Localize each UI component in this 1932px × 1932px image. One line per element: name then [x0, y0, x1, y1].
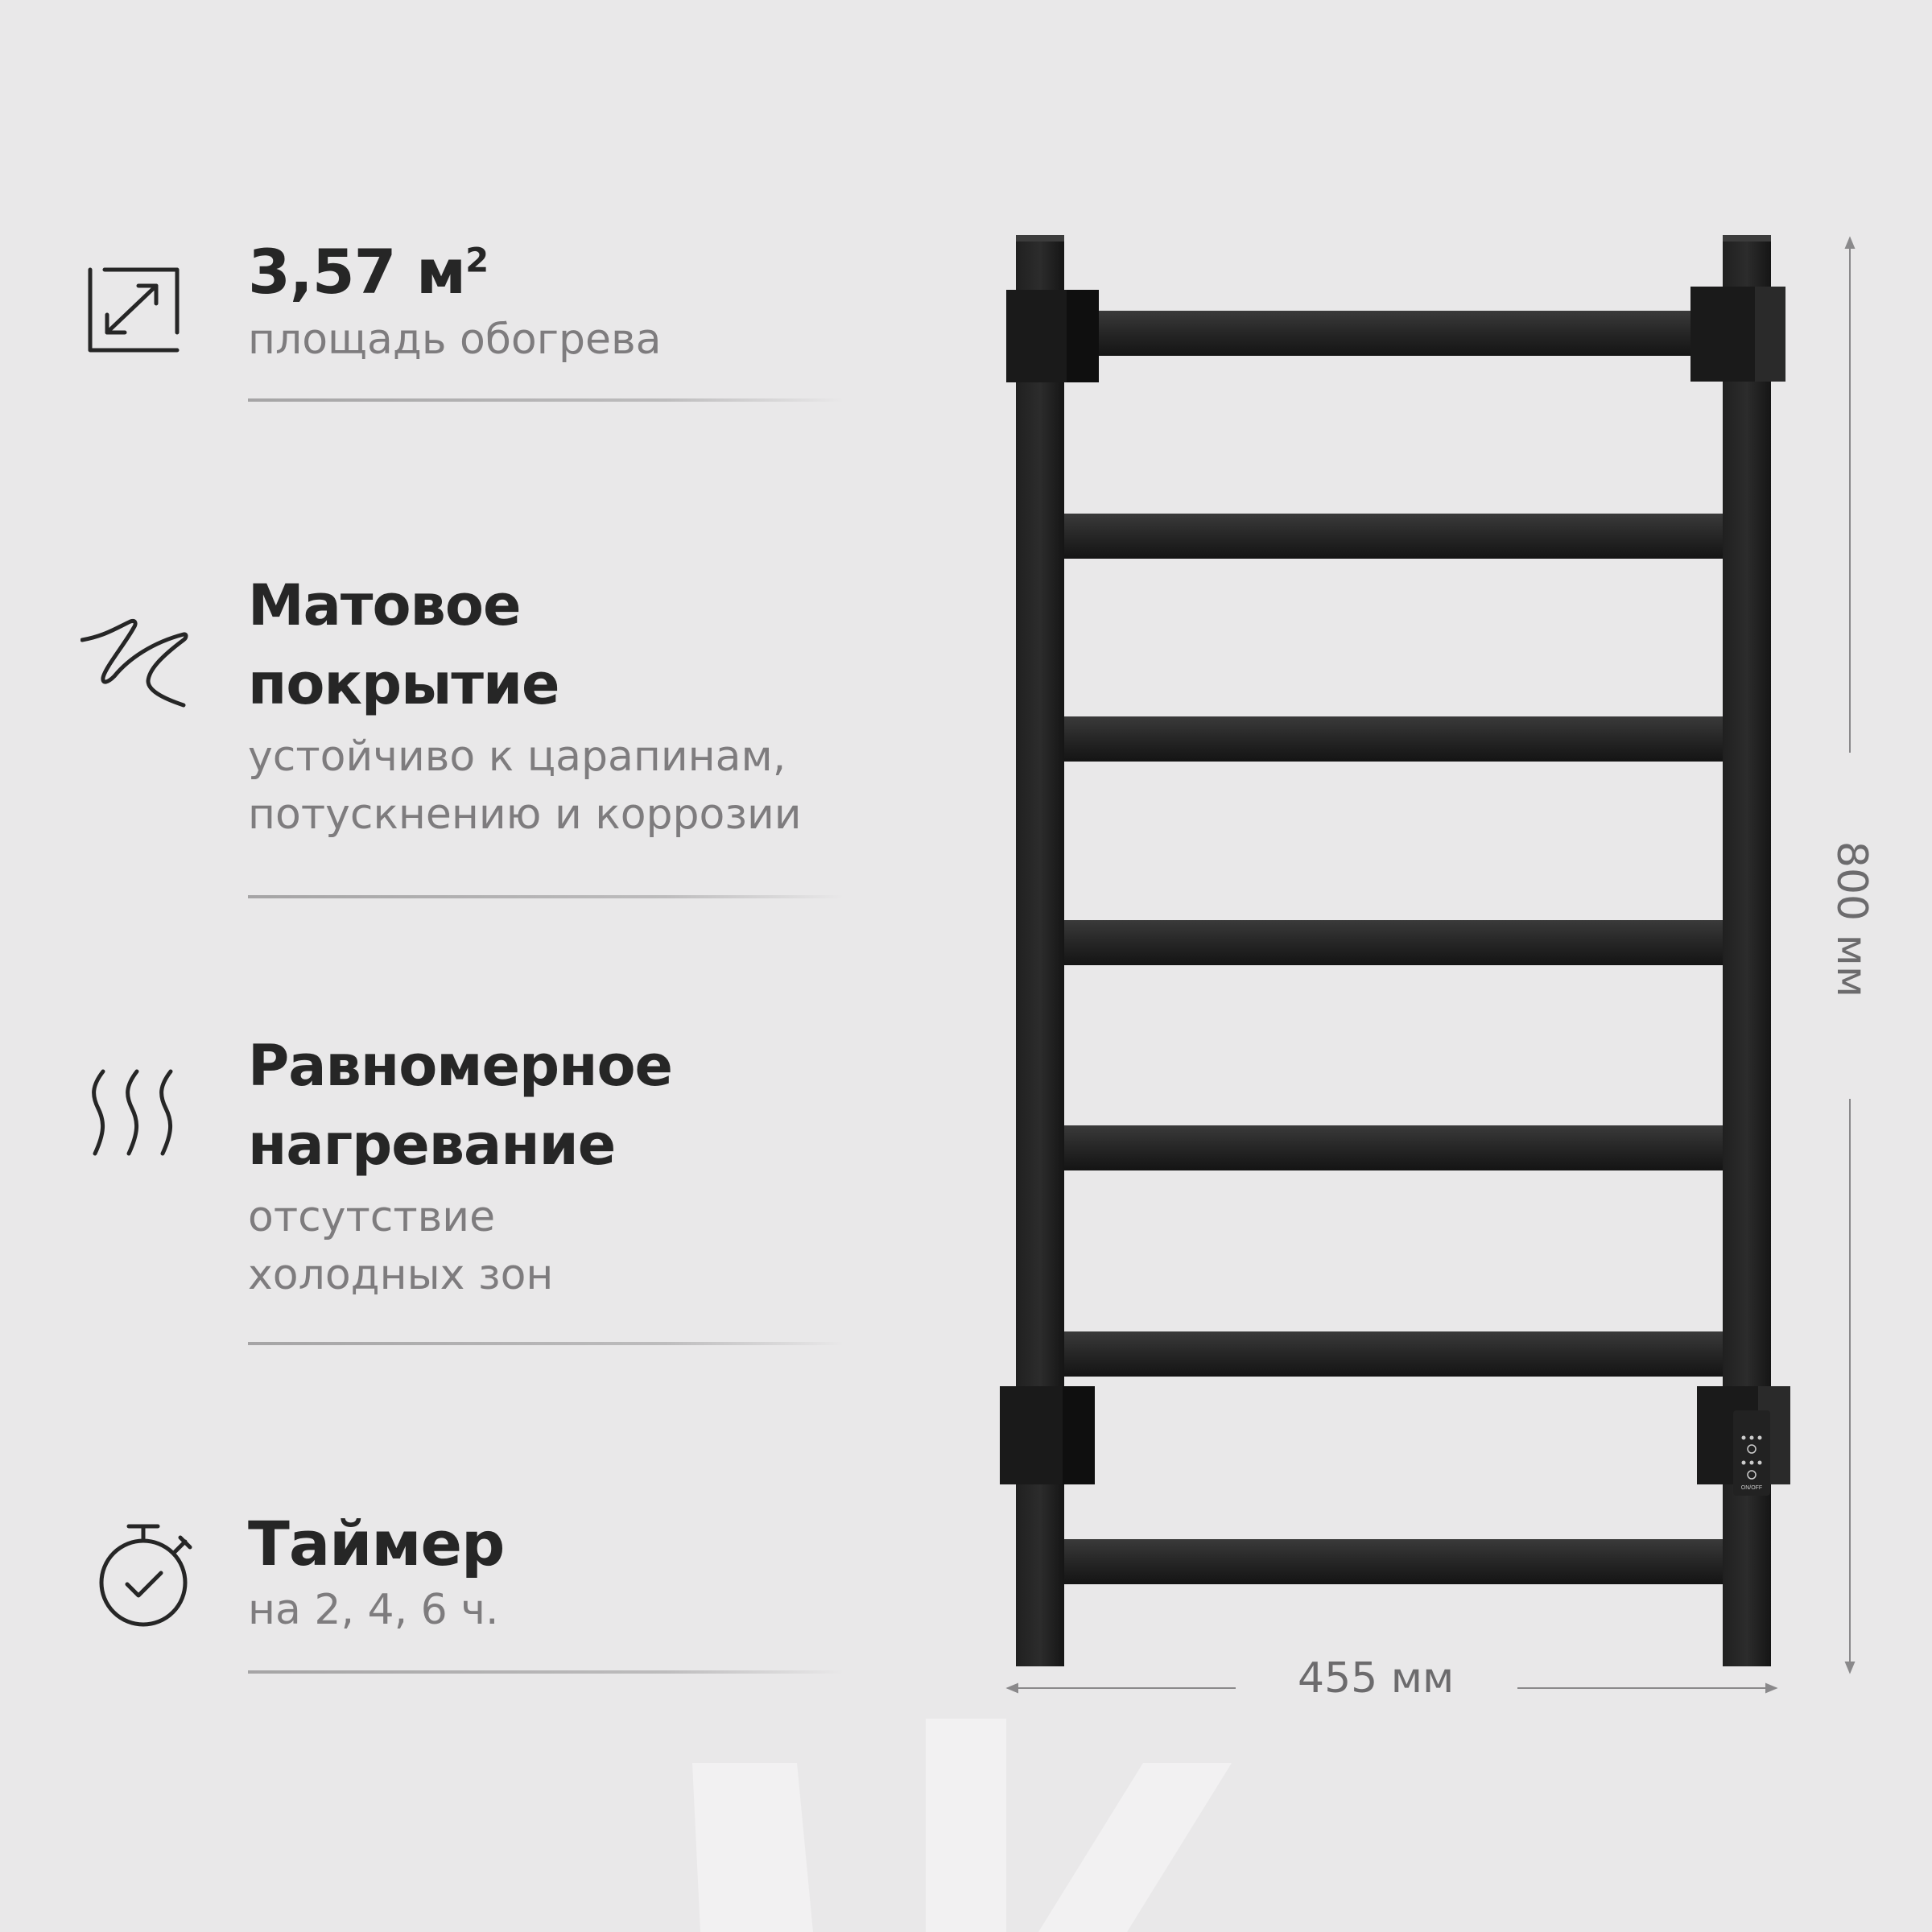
- feature-subtitle-line: устойчиво к царапинам,: [248, 733, 786, 781]
- feature-subtitle: на 2, 4, 6 ч.: [248, 1586, 499, 1634]
- feature-title-line: покрытие: [248, 651, 559, 717]
- feature-title-line: Матовое: [248, 572, 521, 638]
- feature-title-line: нагревание: [248, 1112, 616, 1178]
- power-button-label: ON/OFF: [1740, 1485, 1763, 1491]
- feature-subtitle-line: холодных зон: [248, 1251, 554, 1299]
- feature-title: 3,57 $м^2$: [248, 236, 489, 308]
- feature-title-line: Равномерное: [248, 1033, 673, 1099]
- feature-title: Таймер: [248, 1508, 505, 1579]
- feature-subtitle-line: потускнению и коррозии: [248, 791, 802, 839]
- control-panel: [1733, 1410, 1770, 1496]
- feature-subtitle: площадь обогрева: [248, 316, 662, 364]
- width-dimension-label: 455 мм: [1298, 1654, 1455, 1703]
- rails: [1063, 311, 1724, 1584]
- feature-subtitle-line: отсутствие: [248, 1193, 496, 1241]
- height-dimension-label: 800 мм: [1827, 840, 1876, 998]
